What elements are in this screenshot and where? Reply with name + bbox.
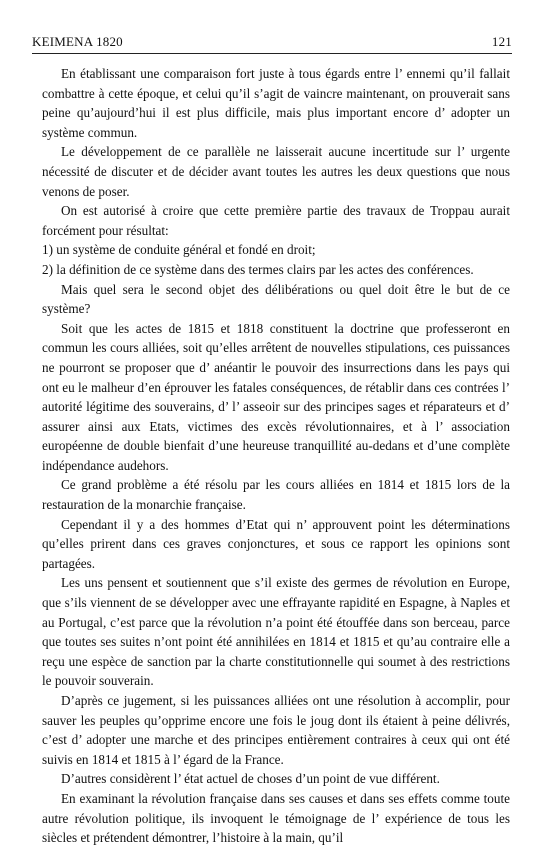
paragraph: D’autres considèrent l’ état actuel de choses d’un point de vue différent. [61,771,440,787]
page-number: 121 [491,34,512,49]
paragraph: Les uns pensent et soutiennent que s’il existe des germes de révolution en Europe, que s’ils viennent de se développer avec une effrayante rapidité en Espagne, à Naples et au Portugal, c’est parce que la révolution n’a point été étouffée dans son berceau, parce que toutes ses suites n’ont point été annihilées en 1814 et 1815 et qu’au contraire elle a reçu une espèce de sanction par la charte constitutionnelle qui soumet à des restrictions le pouvoir souverain. [42,575,510,689]
paragraph: Soit que les actes de 1815 et 1818 constituent la doctrine que professeront en commun les cours alliées, soit qu’elles arrêtent de nouvelles stipulations, ces puissances ne pourront se proposer que d’ anéantir le pouvoir des insurrections dans les pays qui ont eu le malheur d’en éprouver les fatales conséquences, de rétablir dans ces contrées l’ autorité légitime des souverains, d’ l’ asseoir sur des principes sages et réparateurs et d’ assurer ainsi aux Etats, victimes des excès révolutionnaires, et à l’ association européenne de double bienfait d’une heureuse tranquillité au-dedans et d’une complète indépendance audehors. [42,320,510,473]
paragraph: Cependant il y a des hommes d’Etat qui n’ approuvent point les déterminations qu’elles prirent dans ces graves conjonctures, et sous ce rapport les opinions sont partagées. [42,516,510,571]
body-text [42,64,510,848]
paragraph: D’après ce jugement, si les puissances alliées ont une résolution à accomplir, pour sauver les peuples qu’opprime encore une fois le joug dont ils étaient à peine délivrés, c’est d’ adopter une marche et des principes entièrement contraires à ceux qui ont été suivis en 1814 et 1815 à l’ égard de la France. [42,693,510,767]
paragraph: Ce grand problème a été résolu par les cours alliées en 1814 et 1815 lors de la restauration de la monarchie française. [42,477,510,513]
paragraph: Le développement de ce parallèle ne laisserait aucune incertitude sur l’ urgente nécessité de discuter et de décider avant toutes les autres les deux questions que nous venons de poser. [42,144,510,199]
paragraph: On est autorisé à croire que cette première partie des travaux de Troppau aurait forcément pour résultat: [42,203,510,238]
list-item: 1) un système de conduite général et fondé en droit; [42,242,316,258]
header-rule [32,53,512,54]
paragraph: En examinant la révolution française dans ses causes et dans ses effets comme toute autre révolution politique, ils invoquent le témoignage de l’ expérience de tous les siècles et prétendent démontrer, l’histoire à la main, qu’il [42,790,510,846]
paragraph: En établissant une comparaison fort juste à tous égards entre l’ ennemi qu’il fallait combattre à cette époque, et celui qu’il s’agit de vaincre maintenant, on prouverait sans peine qu’aujourd’hui il est plus difficile, mais plus important encore d’ adopter un système commun. [42,66,510,140]
running-title: KEIMENA 1820 [32,34,123,49]
paragraph: Mais quel sera le second objet des délibérations ou quel doit être le but de ce système? [42,281,510,317]
running-header [32,34,512,54]
list-item: 2) la définition de ce système dans des termes clairs par les actes des conférences. [42,261,474,277]
